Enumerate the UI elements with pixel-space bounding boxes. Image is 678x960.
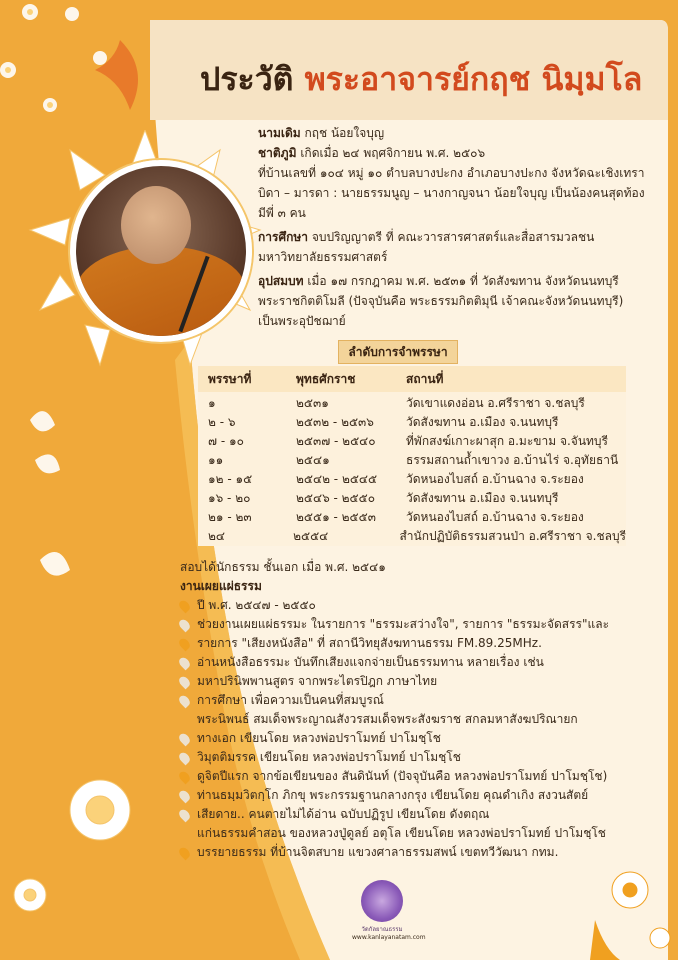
- flower-decoration-bottom-right: [590, 860, 678, 960]
- ordination-label: อุปสมบท: [258, 274, 304, 288]
- work-item-text: พระนิพนธ์ สมเด็จพระญาณสังวรสมเด็จพระสังฆราช สกลมหาสังฆปริณายก: [197, 712, 578, 726]
- bullet-leaf-icon: [177, 675, 192, 690]
- table-row: [198, 432, 626, 451]
- biography-info: [258, 124, 658, 332]
- work-list-item: [180, 805, 640, 824]
- column-header: สถานที่: [406, 372, 444, 386]
- table-cell: ๒๕๔๒ - ๒๕๔๕: [296, 472, 378, 486]
- table-cell: ๒๕๔๖ - ๒๕๕๐: [296, 491, 376, 505]
- work-item-text: ดูจิตปีแรก จากข้อเขียนของ สันดินันท์ (ปัจจุบันคือ หลวงพ่อปราโมทย์ ปาโมชฺโช): [197, 769, 608, 783]
- bullet-leaf-icon: [177, 751, 192, 766]
- work-list-item: [180, 596, 640, 615]
- column-header: พรรษาที่: [208, 372, 252, 386]
- flower-decoration-bottom-left: [0, 760, 160, 960]
- table-cell: ๒๕๕๔: [293, 529, 329, 543]
- work-list-item: [180, 824, 640, 843]
- bullet-leaf-icon: [177, 599, 192, 614]
- work-item-text: บรรยายธรรม ที่บ้านจิตสบาย แขวงศาลาธรรมสพน์ เขตทวีวัฒนา กทม.: [197, 845, 559, 859]
- temple-logo: [352, 880, 426, 941]
- work-item-text: แก่นธรรมคำสอน ของหลวงปู่ดูลย์ อตุโล เขียนโดย หลวงพ่อปราโมทย์ ปาโมชฺโช: [197, 826, 606, 840]
- table-cell: วัดเขาแดงอ่อน อ.ศรีราชา จ.ชลบุรี: [406, 396, 585, 410]
- flower-decoration-left: [20, 400, 80, 600]
- work-item-text: วิมุตติมรรค เขียนโดย หลวงพ่อปราโมทย์ ปาโมชฺโช: [197, 750, 461, 764]
- table-cell: ธรรมสถานถ้ำเขาวง อ.บ้านไร่ จ.อุทัยธานี: [406, 453, 619, 467]
- work-item-text: การศึกษา เพื่อความเป็นคนที่สมบูรณ์: [197, 693, 384, 707]
- table-header: [198, 366, 626, 392]
- residence-table: [198, 366, 626, 546]
- work-item-text: มหาปรินิพพานสูตร จากพระไตรปิฎก ภาษาไทย: [197, 674, 438, 688]
- title-name: พระอาจารย์กฤช นิมฺมโล: [304, 60, 643, 98]
- table-cell: ๑๖ - ๒๐: [208, 491, 251, 505]
- flower-decoration-top-left: [0, 0, 140, 150]
- work-list-item: [180, 710, 640, 729]
- work-list-item: [180, 672, 640, 691]
- table-caption: ลำดับการจำพรรษา: [338, 340, 458, 364]
- table-cell: วัดหนองไบสถ์ อ.บ้านฉาง จ.ระยอง: [406, 510, 584, 524]
- monk-portrait: [70, 160, 252, 342]
- siblings-line: มีพี่ ๓ คน: [258, 206, 306, 220]
- work-item-text: เสียดาย.. คนตายไม่ได้อ่าน ฉบับปฏิรูป เขียนโดย ดังตฤณ: [197, 807, 490, 821]
- table-row: [198, 508, 626, 527]
- table-cell: ๒๕๓๑: [296, 396, 329, 410]
- table-cell: วัดสังฆทาน อ.เมือง จ.นนทบุรี: [406, 415, 559, 429]
- table-cell: ๒๑ - ๒๓: [208, 510, 252, 524]
- birth-label: ชาติภูมิ: [258, 146, 297, 160]
- table-cell: ๗ - ๑๐: [208, 434, 244, 448]
- work-list-item: [180, 653, 640, 672]
- table-row: [198, 451, 626, 470]
- table-cell: วัดสังฆทาน อ.เมือง จ.นนทบุรี: [406, 491, 559, 505]
- work-list-item: [180, 767, 640, 786]
- website-url: www.kanlayanatam.com: [352, 934, 426, 941]
- bullet-leaf-icon: [177, 656, 192, 671]
- exam-line: สอบได้นักธรรม ชั้นเอก เมื่อ พ.ศ. ๒๕๔๑: [180, 560, 386, 574]
- bullet-leaf-icon: [177, 808, 192, 823]
- work-list-item: [180, 634, 640, 653]
- ordination-line: เป็นพระอุปัชฌาย์: [258, 314, 346, 328]
- table-cell: ๒๕๓๗ - ๒๕๔๐: [296, 434, 376, 448]
- bullet-leaf-icon: [177, 732, 192, 747]
- work-item-text: ทางเอก เขียนโดย หลวงพ่อปราโมทย์ ปาโมชฺโช: [197, 731, 441, 745]
- education-line: มหาวิทยาลัยธรรมศาสตร์: [258, 250, 388, 264]
- work-item-text: ท่านธมฺมวิตกฺโก ภิกขุ พระกรรมฐานกลางกรุง เขียนโดย คุณดำเกิง สงวนสัตย์: [197, 788, 589, 802]
- bullet-leaf-icon: [177, 637, 192, 652]
- birth-line: เกิดเมื่อ ๒๔ พฤศจิกายน พ.ศ. ๒๕๐๖: [300, 146, 486, 160]
- education-line: จบปริญญาตรี ที่ คณะวารสารศาสตร์และสื่อสารมวลชน: [311, 230, 595, 244]
- name-label: นามเดิม: [258, 126, 301, 140]
- dhamma-work-section: [180, 558, 640, 862]
- birth-line: ที่บ้านเลขที่ ๑๐๔ หมู่ ๑๐ ตำบลบางปะกง อำเภอบางปะกง จังหวัดฉะเชิงเทรา: [258, 166, 645, 180]
- table-cell: สำนักปฏิบัติธรรมสวนป่า อ.ศรีราชา จ.ชลบุรี: [399, 529, 626, 543]
- work-list-item: [180, 748, 640, 767]
- education-label: การศึกษา: [258, 230, 308, 244]
- table-row: [198, 489, 626, 508]
- title-prefix: ประวัติ: [200, 60, 294, 98]
- bullet-leaf-icon: [177, 789, 192, 804]
- ordination-line: เมื่อ ๑๗ กรกฎาคม พ.ศ. ๒๕๓๑ ที่ วัดสังฆทาน จังหวัดนนทบุรี: [307, 274, 619, 288]
- bullet-leaf-icon: [177, 770, 192, 785]
- work-list-item: [180, 843, 640, 862]
- column-header: พุทธศักราช: [296, 372, 356, 386]
- table-cell: ๒๕๕๑ - ๒๕๕๓: [296, 510, 376, 524]
- table-cell: ๑๒ - ๑๕: [208, 472, 253, 486]
- work-item-text: ปี พ.ศ. ๒๕๔๗ - ๒๕๕๐: [197, 598, 316, 612]
- ordination-line: พระราชกิตติโมลี (ปัจจุบันคือ พระธรรมกิตติมุนี เจ้าคณะจังหวัดนนทบุรี): [258, 294, 624, 308]
- bullet-leaf-icon: [177, 694, 192, 709]
- logo-name: วัดกัลยาณธรรม: [361, 926, 403, 933]
- table-cell: ที่พักสงฆ์เกาะผาสุก อ.มะขาม จ.จันทบุรี: [406, 434, 608, 448]
- table-row: [198, 527, 626, 546]
- table-cell: ๒ - ๖: [208, 415, 236, 429]
- table-cell: ๑: [208, 396, 216, 410]
- table-row: [198, 413, 626, 432]
- parents-line: บิดา – มารดา : นายธรรมนูญ – นางกาญจนา น้อยใจบุญ เป็นน้องคนสุดท้อง: [258, 186, 645, 200]
- table-row: [198, 470, 626, 489]
- page-title: [200, 54, 642, 105]
- section-heading: งานเผยแผ่ธรรม: [180, 579, 262, 593]
- table-cell: ๒๕๓๒ - ๒๕๓๖: [296, 415, 374, 429]
- name-value: กฤช น้อยใจบุญ: [304, 126, 385, 140]
- lotus-logo-icon: [361, 880, 403, 922]
- work-list-item: [180, 691, 640, 710]
- table-cell: ๒๔: [208, 529, 225, 543]
- table-cell: ๒๕๔๑: [296, 453, 330, 467]
- work-list-item: [180, 786, 640, 805]
- bullet-leaf-icon: [177, 618, 192, 633]
- table-cell: วัดหนองไบสถ์ อ.บ้านฉาง จ.ระยอง: [406, 472, 584, 486]
- table-row: [198, 394, 626, 413]
- work-list-item: [180, 615, 640, 634]
- work-item-text: ช่วยงานเผยแผ่ธรรมะ ในรายการ "ธรรมะสว่างใจ", รายการ "ธรรมะจัดสรร"และ: [197, 617, 610, 631]
- work-item-text: อ่านหนังสือธรรมะ บันทึกเสียงแจกจ่ายเป็นธรรมทาน หลายเรื่อง เช่น: [197, 655, 544, 669]
- work-item-text: รายการ "เสียงหนังสือ" ที่ สถานีวิทยุสังฆทานธรรม FM.89.25MHz.: [197, 636, 542, 650]
- table-cell: ๑๑: [208, 453, 224, 467]
- work-list-item: [180, 729, 640, 748]
- bullet-leaf-icon: [177, 846, 192, 861]
